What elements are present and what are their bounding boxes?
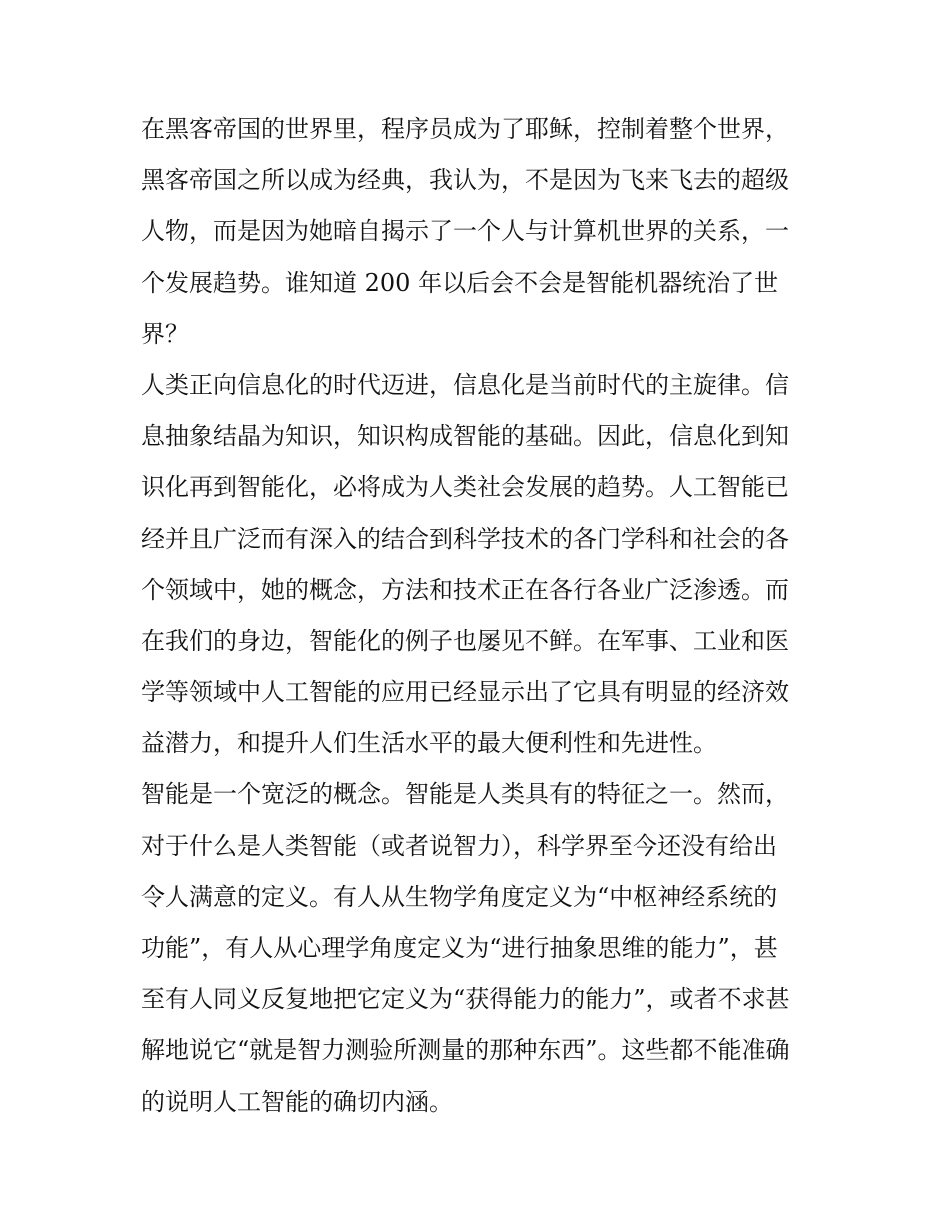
text-line: 在黑客帝国的世界里，程序员成为了耶稣，控制着整个世界，	[141, 115, 789, 143]
text-line: 益潜力，和提升人们生活水平的最大便利性和先进性。	[141, 729, 717, 758]
text-line: 至有人同义反复地把它定义为“获得能力的能力”，或者不求甚	[141, 985, 790, 1014]
text-line: 解地说它“就是智力测验所测量的那种东西”。这些都不能准确	[141, 1036, 790, 1065]
text-line: 识化再到智能化，必将成为人类社会发展的趋势。人工智能已	[141, 473, 789, 502]
text-line: 在我们的身边，智能化的例子也屡见不鲜。在军事、工业和医	[141, 626, 789, 655]
text-line: 令人满意的定义。有人从生物学角度定义为“中枢神经系统的	[141, 882, 778, 911]
paragraph-intelligence-definition	[141, 769, 821, 1127]
text-line: 人类正向信息化的时代迈进，信息化是当前时代的主旋律。信	[141, 370, 789, 399]
text-line: 人物，而是因为她暗自揭示了一个人与计算机世界的关系，一	[141, 217, 789, 246]
text-line: 息抽象结晶为知识，知识构成智能的基础。因此，信息化到知	[141, 422, 789, 451]
text-line: 界？	[141, 319, 189, 348]
document-body	[141, 104, 821, 1128]
text-line: 功能”，有人从心理学角度定义为“进行抽象思维的能力”，甚	[141, 934, 778, 962]
text-line: 学等领域中人工智能的应用已经显示出了它具有明显的经济效	[141, 678, 789, 707]
text-line: 智能是一个宽泛的概念。智能是人类具有的特征之一。然而，	[141, 780, 789, 809]
paragraph-matrix	[141, 104, 821, 360]
text-line: 黑客帝国之所以成为经典，我认为，不是因为飞来飞去的超级	[141, 166, 789, 195]
paragraph-informatization	[141, 360, 821, 770]
text-line: 对于什么是人类智能（或者说智力），科学界至今还没有给出	[141, 831, 777, 860]
text-line: 经并且广泛而有深入的结合到科学技术的各门学科和社会的各	[141, 524, 789, 553]
text-line: 个领域中，她的概念，方法和技术正在各行各业广泛渗透。而	[141, 575, 789, 604]
text-line: 个发展趋势。谁知道 200 年以后会不会是智能机器统治了世	[141, 268, 779, 297]
text-line: 的说明人工智能的确切内涵。	[141, 1087, 453, 1116]
